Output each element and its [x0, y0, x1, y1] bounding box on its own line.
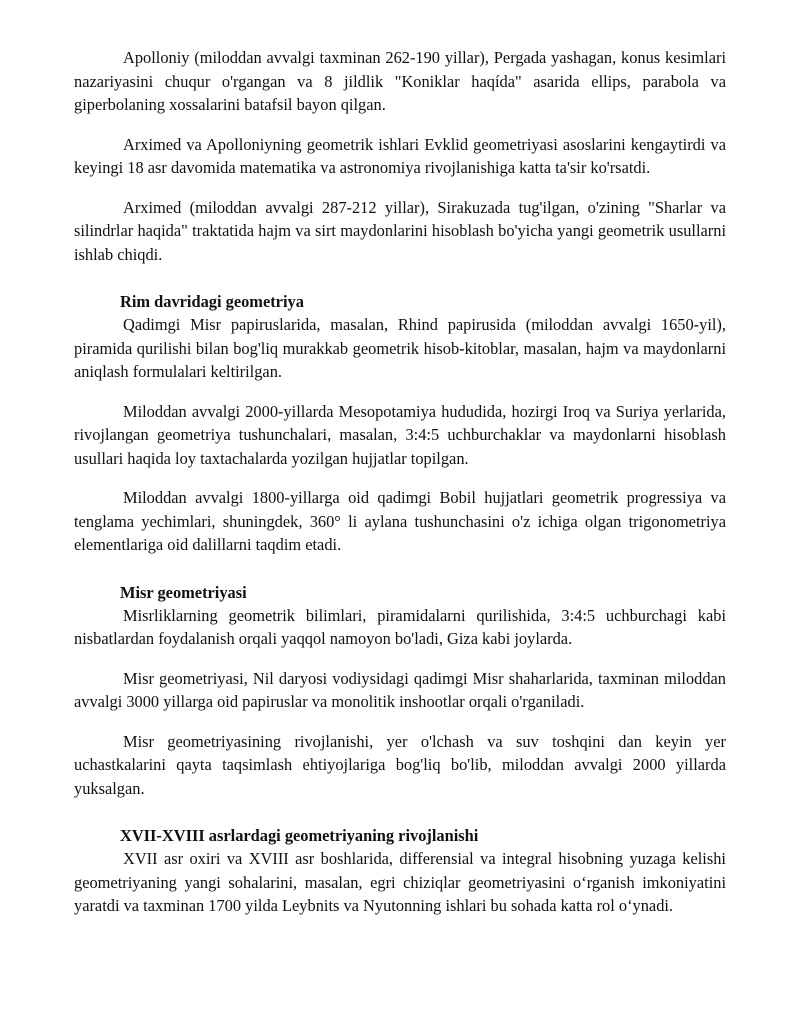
section-heading-xvii-xviii: XVII-XVIII asrlardagi geometriyaning rivojlanishi: [120, 826, 479, 845]
paragraph-rhind-papyrus: Qadimgi Misr papiruslarida, masalan, Rhind papirusida (miloddan avvalgi 1650-yil), piramida qurilishi bilan bog'liq murakkab geometrik hisob-kitoblar, masalan, hajm va maydonlarni aniqlash formulalari keltirilgan.: [74, 315, 726, 381]
paragraph-nile: Misr geometriyasi, Nil daryosi vodiysidagi qadimgi Misr shaharlarida, taxminan miloddan avvalgi 3000 yillarga oid papiruslar va monolitik inshootlar orqali o'rganiladi.: [74, 668, 726, 711]
paragraph-apolloniy: Apolloniy (miloddan avvalgi taxminan 262-190 yillar), Pergada yashagan, konus kesimlari nazariyasini chuqur o'rgangan va 8 jildlik "Koniklar haqída" asarida ellips, parabola va giperbolaning xossalarini batafsil bayon qilgan.: [74, 48, 726, 114]
paragraph-mesopotamia: Miloddan avvalgi 2000-yillarda Mesopotamiya hududida, hozirgi Iroq va Suriya yerlarida, rivojlangan geometriya tushunchalari, masalan, 3:4:5 uchburchaklar va maydonlarni hisoblash usullari haqida loy taxtachalarda yozilgan hujjatlar topilgan.: [74, 401, 726, 468]
section-heading-misr: Misr geometriyasi: [120, 582, 247, 602]
section-heading-rim: Rim davridagi geometriya: [120, 292, 304, 311]
paragraph-calculus: XVII asr oxiri va XVIII asr boshlarida, differensial va integral hisobning yuzaga kelishi geometriyaning yangi sohalarini, masalan, egri chiziqlar geometriyasini o‘rganish imkoniyatini yaratdi va taxminan 1700 yilda Leybnits va Nyutonning ishlari bu sohada katta rol o‘ynadi.: [74, 849, 726, 915]
paragraph-land-survey: Misr geometriyasining rivojlanishi, yer o'lchash va suv toshqini dan keyin yer uchastkalarini qayta taqsimlash ehtiyojlariga bog'liq bo'lib, miloddan avvalgi 2000 yillarda yuksalgan.: [74, 731, 726, 798]
paragraph-babylon: Miloddan avvalgi 1800-yillarga oid qadimgi Bobil hujjatlari geometrik progressiya va tenglama yechimlari, shuningdek, 360° li aylana tushunchasini o'z ichiga olgan trigonometriya elementlariga oid dalillarni taqdim etadi.: [74, 488, 726, 554]
paragraph-arximed-apolloniy: Arximed va Apolloniyning geometrik ishlari Evklid geometriyasi asoslarini kengaytirdi va keyingi 18 asr davomida matematika va astronomiya rivojlanishiga katta ta'sir ko'rsatdi.: [74, 134, 726, 177]
paragraph-arximed: Arximed (miloddan avvalgi 287-212 yillar), Sirakuzada tug'ilgan, o'zining "Sharlar va silindrlar haqida" traktatida hajm va sirt maydonlarini hisoblash bo'yicha yangi geometrik usullarni ishlab chiqdi.: [74, 197, 726, 264]
paragraph-pyramids: Misrliklarning geometrik bilimlari, piramidalarni qurilishida, 3:4:5 uchburchagi kabi nisbatlardan foydalanish orqali yaqqol namoyon bo'ladi, Giza kabi joylarda.: [74, 605, 726, 648]
document-page: [74, 46, 726, 918]
